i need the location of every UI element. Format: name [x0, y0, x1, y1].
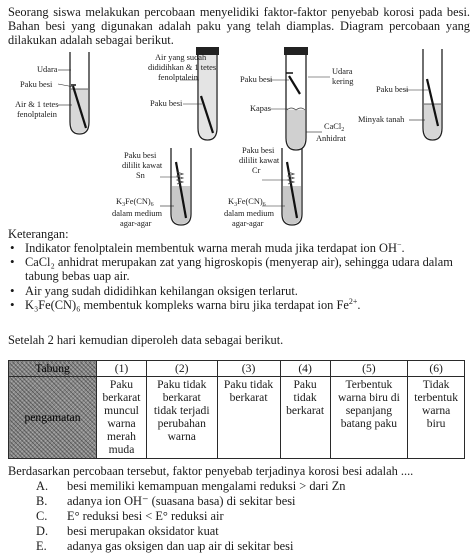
t2-label-paku: Paku besi: [150, 99, 183, 108]
t3-label-udara2: kering: [332, 77, 354, 86]
question-text: Berdasarkan percobaan tersebut, faktor penyebab terjadinya korosi besi adalah ....: [8, 464, 414, 478]
tube-1: [58, 52, 89, 134]
keterangan-title: Keterangan:: [8, 227, 69, 241]
t5-label-3: Sn: [136, 171, 145, 180]
col-header-1: (1): [97, 361, 147, 377]
keterangan-list: [8, 241, 470, 312]
t1-label-udara: Udara: [37, 65, 58, 74]
t4-label-minyak: Minyak tanah: [358, 115, 405, 124]
tabung-header: Tabung: [9, 361, 97, 377]
t4-label-paku: Paku besi: [376, 85, 409, 94]
option-text: besi memiliki kemampuan mengalami reduksi > dari Zn: [67, 479, 346, 493]
t3-label-kapas: Kapas: [250, 104, 271, 113]
t6-label-medium: dalam medium: [224, 209, 275, 218]
option-text: adanya gas oksigen dan uap air di sekitar besi: [67, 539, 294, 553]
option-letter: E.: [36, 539, 47, 553]
bullet-3: • Air yang sudah dididihkan kehilangan oksigen terlarut.: [8, 284, 470, 298]
cell-3: Paku tidak berkarat: [217, 377, 280, 459]
option-text: besi merupakan oksidator kuat: [67, 524, 219, 538]
t1-label-air1: Air & 1 tetes: [15, 100, 59, 109]
t3-label-cacl: CaCl$_2$: [324, 122, 345, 133]
t6-label-3: Cr: [252, 166, 261, 175]
option-letter: C.: [36, 509, 48, 523]
t5-label-1: Paku besi: [124, 151, 157, 160]
bullet-2: • CaCl₂ anhidrat merupakan zat yang higroskopis (menyerap air), sehingga udara dalam tabung bebas uap air.: [8, 255, 470, 283]
cell-2: Paku tidak berkarat tidak terjadi perubahan warna: [146, 377, 217, 459]
cell-6: Tidak terbentuk warna biru: [408, 377, 465, 459]
col-header-2: (2): [146, 361, 217, 377]
t5-label-agar: agar-agar: [120, 219, 152, 228]
after-text: Setelah 2 hari kemudian diperoleh data sebagai berikut.: [8, 333, 284, 347]
tube-4: [405, 49, 442, 140]
t2-label-air3: fenolptalein: [158, 73, 198, 82]
option-letter: B.: [36, 494, 48, 508]
t3-label-paku: Paku besi: [240, 75, 273, 84]
results-table: [8, 360, 465, 459]
col-header-6: (6): [408, 361, 465, 377]
bullet-4: • K₃Fe(CN)₆ membentuk kompleks warna biru jika terdapat ion $Fe^{2+}$.: [8, 298, 470, 312]
col-header-5: (5): [330, 361, 408, 377]
col-header-4: (4): [280, 361, 330, 377]
t6-label-1: Paku besi: [242, 146, 275, 155]
intro-paragraph: Seorang siswa melakukan percobaan menyelidiki faktor-faktor penyebab korosi pada besi. Bahan besi yang digunakan adalah paku yang telah diamplas. Diagram percobaan yang dilakukan adalah sebagai berikut.: [8, 5, 470, 48]
t1-label-paku: Paku besi: [20, 80, 53, 89]
t1-label-air2: fenolptalein: [17, 110, 57, 119]
cell-1: Paku berkarat muncul warna merah muda: [97, 377, 147, 459]
bullet-1: • Indikator fenolptalein membentuk warna merah muda jika terdapat ion OH−.: [8, 241, 470, 255]
t3-label-anhidrat: Anhidrat: [316, 134, 346, 143]
col-header-3: (3): [217, 361, 280, 377]
t6-label-2: dililit kawat: [239, 156, 280, 165]
tube-5: [160, 148, 191, 225]
t3-label-udara1: Udara: [332, 67, 353, 76]
t2-label-air2: dididihkan & 1 tetes: [148, 63, 217, 72]
t2-label-air1: Air yang sudah: [155, 53, 207, 62]
cell-5: Terbentuk warna biru di sepanjang batang paku: [330, 377, 408, 459]
option-letter: D.: [36, 524, 49, 538]
t5-label-k: $K_3Fe(CN)_6$: [116, 197, 154, 208]
t5-label-medium: dalam medium: [112, 209, 163, 218]
t5-label-2: dililit kawat: [122, 161, 163, 170]
table-row: [9, 377, 465, 459]
table-header-row: [9, 361, 465, 377]
option-text: E° reduksi besi < E° reduksi air: [67, 509, 224, 523]
t6-label-agar: agar-agar: [232, 219, 264, 228]
option-text: adanya ion OH⁻ (suasana basa) di sekitar besi: [67, 494, 296, 508]
t6-label-k: $K_3Fe(CN)_6$: [228, 197, 266, 208]
pengamatan-header: pengamatan: [9, 377, 97, 459]
option-letter: A.: [36, 479, 49, 493]
experiment-diagram: [0, 44, 474, 232]
cell-4: Paku tidak berkarat: [280, 377, 330, 459]
